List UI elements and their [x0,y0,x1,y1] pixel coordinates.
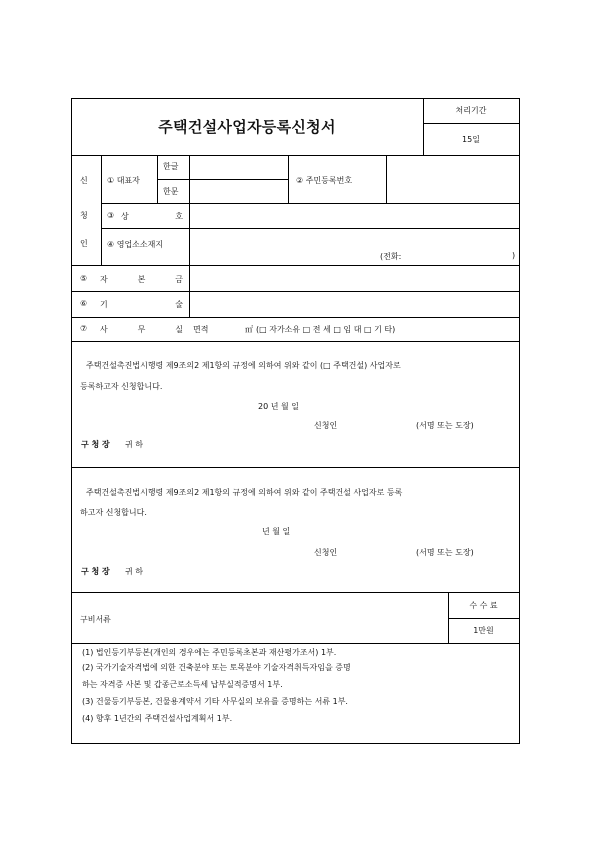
frame-bottom [71,743,520,744]
capital-label: 자 본 금 [100,275,183,284]
capital-number: ⑤ [80,274,88,283]
statement-2-recipient: 구 청 장 [81,567,110,576]
phone-close: ) [512,251,516,260]
fee-label: 수 수 료 [469,601,498,610]
document-item-3: (3) 건물등기부등본, 건물용계약서 기타 사무실의 보유를 증명하는 서류 1부. [82,697,348,706]
technology-number: ⑥ [80,299,88,308]
processing-period-label: 처리기간 [455,106,487,115]
documents-label: 구비서류 [80,615,111,624]
area-unit: ㎡ [245,325,253,334]
fee-value: 1만원 [473,626,494,635]
statement-1-recipient: 구 청 장 [81,440,110,449]
statement-2-applicant: 신청인 [314,548,338,557]
statement-1-line-2: 등록하고자 신청합니다. [80,382,163,391]
statement-2-honorific: 귀 하 [125,567,143,576]
frame-left [71,98,72,743]
phone-label: (전화: [380,252,402,261]
document-item-1: (1) 법인등기부등본(개인의 경우에는 주민등록초본과 재산평가조서) 1부. [82,648,337,657]
statement-2-line-1: 주택건설촉진법시행령 제9조의2 제1항의 규정에 의하여 위와 같이 주택건설 사업자로 등록 [86,488,403,497]
statement-1-honorific: 귀 하 [125,440,143,449]
office-label: 사 무 실 [100,325,183,334]
technology-label: 기 술 [100,300,183,309]
document-item-2-cont: 하는 자격증 사본 및 갑종근로소득세 납부실적증명서 1부. [82,680,283,689]
applicant-label-3: 인 [80,239,88,248]
statement-2-line-2: 하고자 신청합니다. [80,508,147,517]
processing-period-value: 15일 [462,135,480,144]
statement-2-signature: (서명 또는 도장) [416,548,474,557]
statement-1-applicant: 신청인 [314,421,338,430]
representative-label: ① 대표자 [107,176,140,185]
area-label: 면적 [193,325,209,334]
page-title: 주택건설사업자등록신청서 [158,118,336,136]
name-hanja-label: 한문 [163,187,179,196]
frame-right [519,98,520,743]
statement-1-line-1: 주택건설촉진법시행령 제9조의2 제1항의 규정에 의하여 위와 같이 (□ 주택건설) 사업자로 [86,361,401,370]
trade-name-number: ③ [107,211,115,220]
ownership-options: (□ 자가소유 □ 전 세 □ 임 대 □ 기 타) [256,325,396,334]
document-item-4: (4) 향후 1년간의 주택건설사업계획서 1부. [82,714,233,723]
statement-1-date: 20 년 월 일 [258,402,299,411]
applicant-label-2: 청 [80,211,88,220]
applicant-label-1: 신 [80,176,88,185]
statement-2-date: 년 월 일 [262,527,291,536]
name-korean-label: 한글 [163,162,179,171]
rrn-label: ② 주민등록번호 [296,176,353,185]
document-item-2: (2) 국가기술자격법에 의한 건축분야 또는 토목분야 기술자격취득자임을 증명 [82,663,351,672]
office-location-label: ④ 영업소소재지 [107,240,164,249]
frame-top [71,98,520,99]
statement-1-signature: (서명 또는 도장) [416,421,474,430]
office-number: ⑦ [80,324,88,333]
trade-name-label: 상 호 [121,212,183,221]
